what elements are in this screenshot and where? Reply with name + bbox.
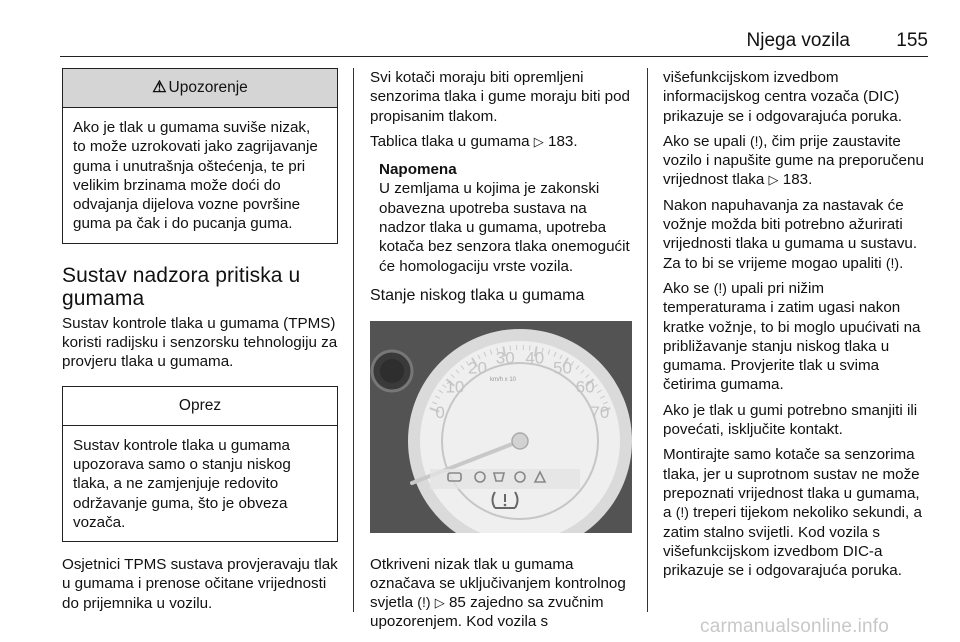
gauge-label: 30 xyxy=(495,348,515,368)
paragraph: Montirajte samo kotače sa senzorima tlaka, jer u suprotnom sustav ne može prepoznati vrijednost tlaka u gumama, a (!) treperi tijekom nekoliko sekundi, a zatim stalno svijetli. Kod vozila s višefunkcijskom izvedbom DIC-a prikazuje se i odgovarajuća poruka. xyxy=(663,446,922,580)
tpms-warning-icon: (!) xyxy=(675,504,689,521)
paragraph: Ako se (!) upali pri nižim temperaturama i zatim ugasi nakon kratke vožnje, to bi moglo upućivati na približavanje stanju niskog tlaka u gumama. Provjerite tlak u svima četirima gumama. xyxy=(663,279,921,394)
tpms-warning-icon: (!) xyxy=(749,132,764,149)
subsection-title: Stanje niskog tlaka u gumama xyxy=(370,286,585,304)
gauge-label: 70 xyxy=(590,403,610,423)
tpms-warning-icon: (!) xyxy=(713,279,727,296)
warning-box-header xyxy=(63,69,337,108)
gauge-label: 0 xyxy=(435,403,445,423)
note-title: Napomena xyxy=(379,161,457,179)
page-reference-link[interactable]: 85 xyxy=(448,594,466,612)
instrument-cluster-photo xyxy=(370,321,632,533)
caution-box xyxy=(62,386,338,542)
paragraph: Otkriveni nizak tlak u gumama označava se uključivanjem kontrolnog svjetla (!) ▷ 85 zajedno sa zvučnim upozorenjem. Kod vozila s xyxy=(370,555,626,631)
warning-box-title: Upozorenje xyxy=(168,79,248,97)
gauge-label: 20 xyxy=(468,358,487,378)
watermark: carmanualsonline.info xyxy=(700,616,890,637)
arrow-reference-icon: ▷ xyxy=(768,172,779,188)
warning-box xyxy=(62,68,338,244)
sensors-paragraph: Osjetnici TPMS sustava provjeravaju tlak u gumama i prenose očitane vrijednosti do prijemnika u vozilu. xyxy=(62,556,338,612)
arrow-reference-icon: ▷ xyxy=(434,595,445,611)
section-title: Sustav nadzora pritiska u gumama xyxy=(62,263,301,310)
caution-box-header xyxy=(63,387,337,426)
gauge-label: 10 xyxy=(445,377,465,397)
paragraph: Ako je tlak u gumi potrebno smanjiti ili povećati, isključite kontakt. xyxy=(663,401,918,439)
column-divider xyxy=(647,68,648,612)
paragraph: Svi kotači moraju biti opremljeni senzorima tlaka i gume moraju biti pod propisanim tlakom. xyxy=(370,69,630,125)
page-header xyxy=(60,24,928,54)
intro-paragraph: Sustav kontrole tlaka u gumama (TPMS) koristi radijsku i senzorsku tehnologiju za provjeru tlaka u gumama. xyxy=(62,314,338,371)
paragraph: Nakon napuhavanja za nastavak će vožnje možda biti potrebno ažurirati vrijednosti tlaka u gumama u sustavu. Za to bi se vrijeme mogao upaliti (!). xyxy=(663,196,918,272)
note-block xyxy=(370,160,632,276)
column-1 xyxy=(62,68,338,619)
tpms-warning-icon: (!) xyxy=(417,594,431,611)
header-title: Njega vozila xyxy=(746,30,850,51)
paragraph: Ako se upali (!), čim prije zaustavite vozilo i napušite gume na preporučenu vrijednost tlaka ▷ 183. xyxy=(663,132,924,189)
gauge-label: 40 xyxy=(525,348,545,368)
note-text: U zemljama u kojima je zakonski obavezna upotreba sustava na nadzor tlaka u gumama, upotreba kotača bez senzora tlaka onemogućit će homologaciju vrste vozila. xyxy=(379,180,630,275)
caution-box-title: Oprez xyxy=(178,397,222,415)
gauge-label: 50 xyxy=(553,358,572,378)
page-number: 155 xyxy=(896,30,928,51)
page-reference-link[interactable]: 183. xyxy=(548,132,578,150)
header-rule xyxy=(60,56,928,57)
column-divider xyxy=(353,68,354,612)
tpms-warning-icon: (!) xyxy=(885,254,900,271)
warning-box-text: Ako je tlak u gumama suviše nizak, to može uzrokovati jako zagrijavanje guma i unutrašnja oštećenja, te pri velikim brzinama može doći do odvajanja dijelova vozne površine guma pa čak i do pucanja guma. xyxy=(73,119,318,233)
gauge-label: 60 xyxy=(575,377,595,397)
page-reference-link[interactable]: 183. xyxy=(782,171,813,189)
arrow-reference-icon: ▷ xyxy=(533,133,544,149)
column-2 xyxy=(370,68,632,638)
gauge-unit: km/h x 10 xyxy=(490,377,517,384)
column-3 xyxy=(663,68,929,586)
warning-triangle-icon: ⚠ xyxy=(152,79,167,97)
paragraph: višefunkcijskom izvedbom informacijskog centra vozača (DIC) prikazuje se i odgovarajuća poruka. xyxy=(663,69,902,125)
caution-box-text: Sustav kontrole tlaka u gumama upozorava samo o stanju niskog tlaka, a ne zamjenjuje redovito održavanje guma, što je obveza vozača. xyxy=(73,436,291,531)
paragraph: Tablica tlaka u gumama ▷ 183. xyxy=(370,132,578,150)
